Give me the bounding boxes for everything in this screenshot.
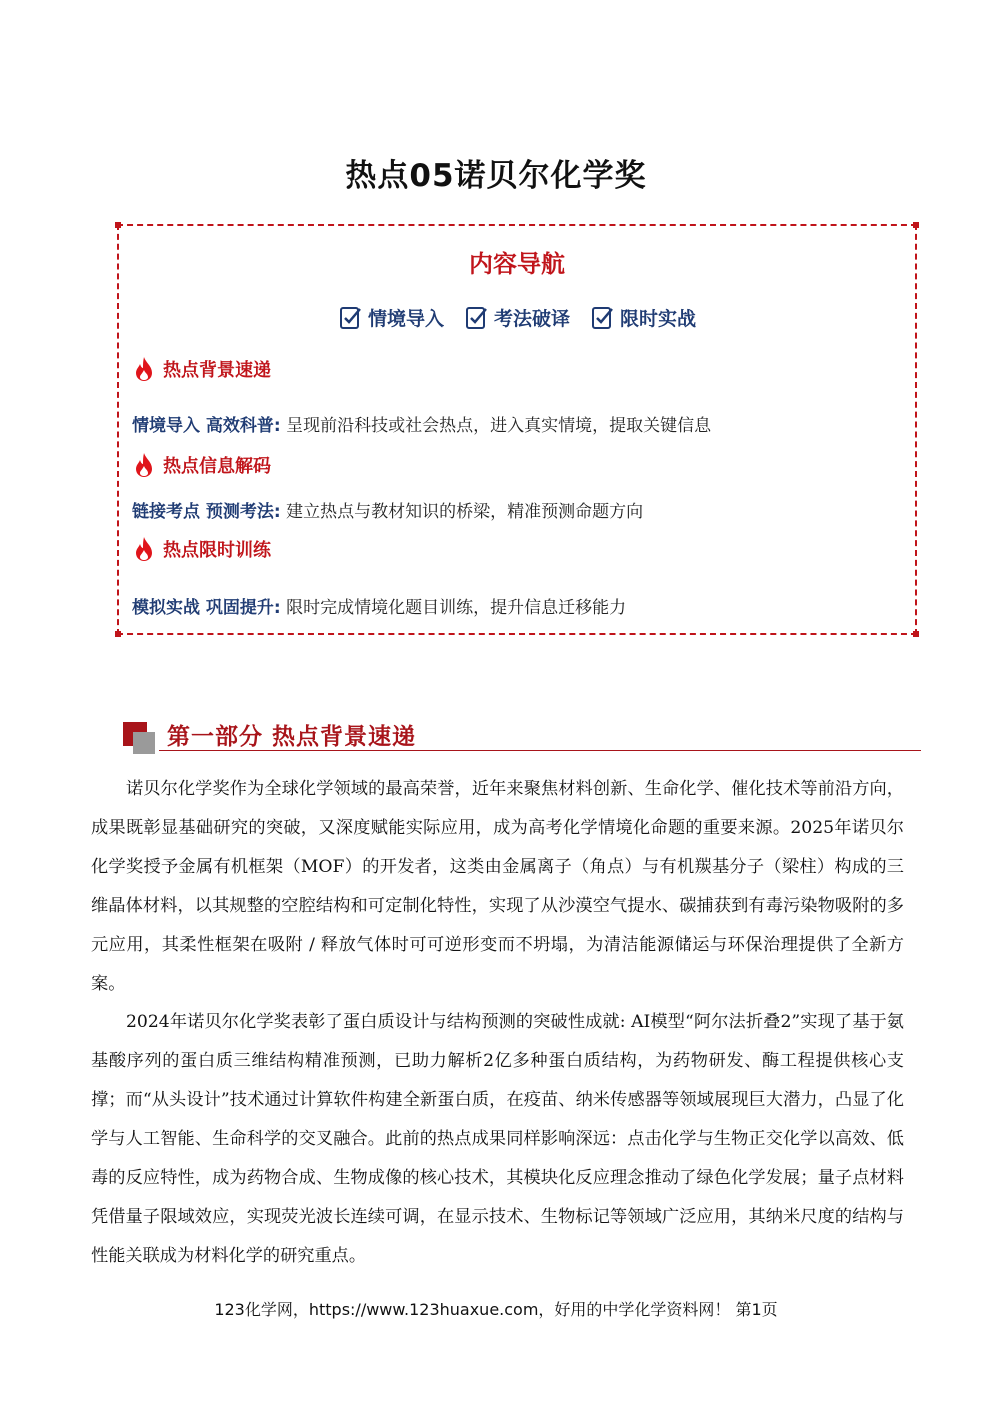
checklist-icon bbox=[338, 305, 364, 331]
nav-links bbox=[119, 304, 915, 331]
page-footer: 123化学网，https://www.123huaxue.com，好用的中学化学资料网！ 第1页 bbox=[214, 1300, 778, 1319]
box-corner bbox=[115, 222, 121, 228]
fire-icon bbox=[133, 356, 155, 382]
nav-heading: 内容导航 bbox=[469, 250, 565, 278]
nav-link-label: 考法破译 bbox=[493, 308, 570, 330]
checklist-icon bbox=[464, 305, 490, 331]
desc-text: 建立热点与教材知识的桥梁，精准预测命题方向 bbox=[286, 502, 644, 522]
desc-text: 呈现前沿科技或社会热点，进入真实情境，提取关键信息 bbox=[286, 416, 712, 436]
desc-label: 模拟实战 巩固提升: bbox=[132, 598, 281, 618]
nav-link-practice[interactable] bbox=[590, 304, 696, 331]
section-desc-training bbox=[132, 593, 626, 618]
section-desc-decode bbox=[132, 497, 643, 522]
header-square-icon bbox=[133, 732, 155, 754]
nav-link-scenario[interactable] bbox=[338, 304, 444, 331]
page-title: 热点05诺贝尔化学奖 bbox=[345, 158, 647, 194]
desc-label: 链接考点 预测考法: bbox=[132, 502, 281, 522]
section-heading-background bbox=[133, 356, 271, 382]
desc-text: 限时完成情境化题目训练，提升信息迁移能力 bbox=[286, 598, 627, 618]
content-navigation-box bbox=[117, 224, 917, 635]
section-heading-text: 热点信息解码 bbox=[163, 456, 271, 477]
box-corner bbox=[913, 631, 919, 637]
section-heading-decode bbox=[133, 452, 271, 478]
section-desc-background bbox=[132, 411, 711, 436]
part-one-title: 第一部分 热点背景速递 bbox=[167, 724, 417, 750]
checklist-icon bbox=[590, 305, 616, 331]
fire-icon bbox=[133, 536, 155, 562]
section-heading-training bbox=[133, 536, 271, 562]
desc-label: 情境导入 高效科普: bbox=[132, 416, 281, 436]
nav-link-label: 限时实战 bbox=[620, 308, 697, 330]
nav-link-label: 情境导入 bbox=[367, 308, 444, 330]
fire-icon bbox=[133, 452, 155, 478]
section-heading-text: 热点背景速递 bbox=[163, 360, 271, 381]
header-underline bbox=[159, 750, 921, 751]
box-corner bbox=[115, 631, 121, 637]
paragraph-2: 2024年诺贝尔化学奖表彰了蛋白质设计与结构预测的突破性成就: AI模型“阿尔法折叠2”实现了基于氨基酸序列的蛋白质三维结构精准预测，已助力解析2亿多种蛋白质结构，为药物研发、酶工程提供核心支撑；而“从头设计”技术通过计算软件构建全新蛋白质，在疫苗、纳米传感器等领域展现巨大潜力，凸显了化学与人工智能、生命科学的交叉融合。此前的热点成果同样影响深远：点击化学与生物正交化学以高效、低毒的反应特性，成为药物合成、生物成像的核心技术，其模块化反应理念推动了绿色化学发展；量子点材料凭借量子限域效应，实现荧光波长连续可调，在显示技术、生物标记等领域广泛应用，其纳米尺度的结构与性能关联成为材料化学的研究重点。 bbox=[91, 1012, 904, 1266]
box-corner bbox=[913, 222, 919, 228]
nav-link-method[interactable] bbox=[464, 304, 570, 331]
section-heading-text: 热点限时训练 bbox=[163, 540, 271, 561]
part-one-header bbox=[123, 718, 921, 754]
paragraph-1: 诺贝尔化学奖作为全球化学领域的最高荣誉，近年来聚焦材料创新、生命化学、催化技术等前沿方向，成果既彰显基础研究的突破，又深度赋能实际应用，成为高考化学情境化命题的重要来源。2025年诺贝尔化学奖授予金属有机框架（MOF）的开发者，这类由金属离子（角点）与有机羰基分子（梁柱）构成的三维晶体材料，以其规整的空腔结构和可定制化特性，实现了从沙漠空气提水、碳捕获到有毒污染物吸附的多元应用，其柔性框架在吸附 / 释放气体时可可逆形变而不坍塌，为清洁能源储运与环保治理提供了全新方案。 bbox=[91, 779, 904, 994]
